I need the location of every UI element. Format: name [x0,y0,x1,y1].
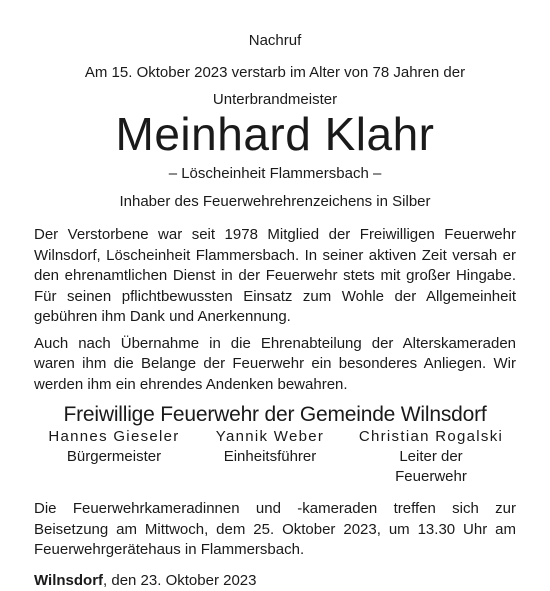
closing-place: Wilnsdorf [34,571,104,589]
notice-heading: Nachruf [248,32,302,49]
closing-date: , den 23. Oktober 2023 [103,571,257,589]
signer-title: Einheitsführer [223,448,317,465]
signer-name: Christian Rogalski [358,428,504,445]
rank-line: Unterbrandmeister [212,91,338,108]
tribute-paragraph: Auch nach Übernahme in die Ehrenabteilung der Alterskameraden waren ihm die Belange der Feuerwehr ein besonderes Anliegen. Wir werden ihm ein ehrendes Andenken bewahren. [34,334,516,393]
funeral-paragraph: Die Feuerwehrkameradinnen und -kameraden treffen sich zur Beisetzung am Mittwoch, dem 25. Oktober 2023, um 13.30 Uhr am Feuerwehrgerätehaus in Flammersbach. [34,500,516,558]
signer-mayor [34,427,194,487]
unit-line: – Löscheinheit Flammersbach – [168,165,382,182]
signer-title: Bürgermeister [66,448,162,465]
biography-paragraph: Der Verstorbene war seit 1978 Mitglied der Freiwilligen Feuerwehr Wilnsdorf, Löscheinheit Flammersbach. In seiner aktiven Zeit versah er den ehrenamtlichen Dienst in der Feuerwehr stets mit großer Hingabe. Für seinen pflichtbewussten Einsatz zum Wohle der Allgemeinheit gebühren ihm Dank und Anerkennung. [34,226,516,325]
award-line: Inhaber des Feuerwehrehrenzeichens in Silber [119,193,431,210]
organization-name: Freiwillige Feuerwehr der Gemeinde Wilnsdorf [63,403,487,426]
signers-row [34,427,516,487]
signer-unit-leader [195,427,345,487]
closing-line [34,571,516,591]
signer-name: Yannik Weber [215,428,325,445]
signer-title: Leiter der [399,448,463,465]
signer-fire-chief [346,427,516,487]
signer-name: Hannes Gieseler [48,428,180,445]
intro-line: Am 15. Oktober 2023 verstarb im Alter von 78 Jahren der [84,64,466,81]
signer-title: Feuerwehr [395,468,467,485]
deceased-name: Meinhard Klahr [115,108,435,160]
